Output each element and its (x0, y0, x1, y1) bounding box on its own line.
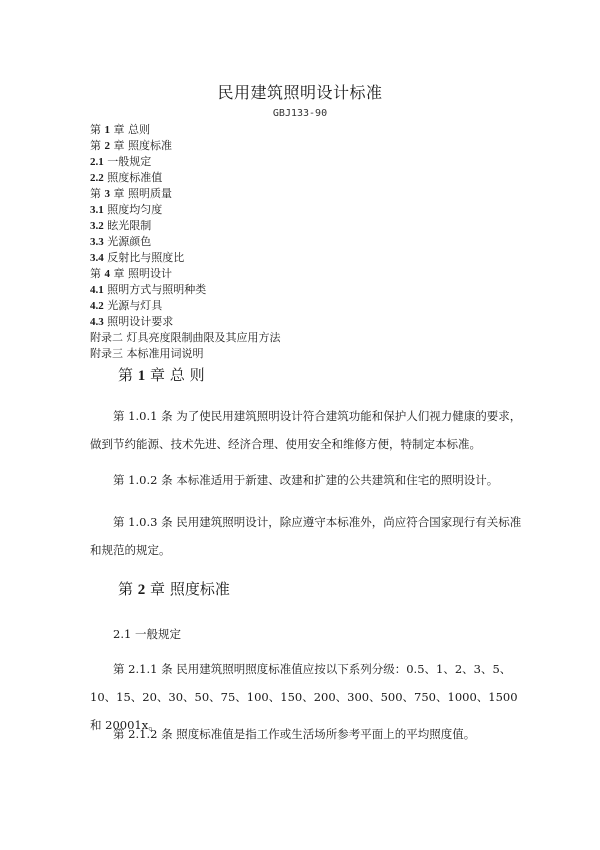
toc-entry-label: 章 照明设计 (110, 267, 172, 280)
toc-entry (90, 122, 510, 138)
toc-entry-label: 章 照明质量 (110, 187, 172, 200)
toc-entry (90, 202, 510, 218)
document-title: 民用建筑照明设计标准 (217, 83, 383, 102)
toc-entry-prefix: 附录二 灯具亮度限制曲限及其应用方法 (90, 331, 281, 344)
toc-entry-number: 4.2 (90, 300, 104, 312)
toc-entry (90, 186, 510, 202)
toc-entry-label: 一般规定 (103, 155, 152, 168)
toc-entry-label: 光源与灯具 (103, 299, 163, 312)
toc-entry (90, 234, 510, 250)
toc-entry-number: 2.1 (90, 156, 104, 168)
toc-entry (90, 266, 510, 282)
clause-1-0-1: 第 1.0.1 条 为了使民用建筑照明设计符合建筑功能和保护人们视力健康的要求，做到节约能源、技术先进、经济合理、使用安全和维修方便，特制定本标准。 (90, 409, 522, 451)
toc-entry-label: 眩光限制 (103, 219, 152, 232)
section-2-1-title: 2.1 一般规定 (113, 627, 181, 641)
toc-entry-number: 3.4 (90, 252, 104, 264)
chapter-1-heading: 第 1 章 总 则 (118, 366, 205, 384)
toc-entry (90, 154, 510, 170)
toc-entry-number: 3.2 (90, 220, 104, 232)
toc-entry-number: 2.2 (90, 172, 104, 184)
toc-entry (90, 282, 510, 298)
clause-2-1-2: 第 2.1.2 条 照度标准值是指工作或生活场所参考平面上的平均照度值。 (113, 727, 476, 741)
toc-entry (90, 314, 510, 330)
toc-entry (90, 298, 510, 314)
table-of-contents (90, 122, 510, 362)
toc-entry-label: 章 总则 (110, 123, 150, 136)
toc-entry-number: 4.3 (90, 316, 104, 328)
toc-entry-prefix: 第 (90, 139, 105, 152)
toc-entry-number: 4.1 (90, 284, 104, 296)
toc-entry-chapter-number: 3 (104, 188, 110, 200)
toc-entry-label: 光源颜色 (103, 235, 152, 248)
toc-entry-chapter-number: 2 (104, 140, 110, 152)
toc-entry-label: 反射比与照度比 (103, 251, 185, 264)
toc-entry-chapter-number: 1 (104, 124, 110, 136)
toc-entry-label: 照度均匀度 (103, 203, 163, 216)
toc-entry-prefix: 第 (90, 123, 105, 136)
toc-entry-prefix: 第 (90, 267, 105, 280)
toc-entry-prefix: 第 (90, 187, 105, 200)
toc-entry (90, 250, 510, 266)
clause-1-0-2: 第 1.0.2 条 本标准适用于新建、改建和扩建的公共建筑和住宅的照明设计。 (113, 473, 499, 487)
toc-entry-label: 照明方式与照明种类 (103, 283, 207, 296)
toc-entry-label: 照明设计要求 (103, 315, 174, 328)
toc-entry-chapter-number: 4 (104, 268, 110, 280)
clause-1-0-3: 第 1.0.3 条 民用建筑照明设计，除应遵守本标准外，尚应符合国家现行有关标准和规范的规定。 (90, 515, 522, 557)
toc-entry-label: 章 照度标准 (110, 139, 172, 152)
toc-entry (90, 218, 510, 234)
standard-code: GBJ133-90 (272, 108, 328, 119)
toc-entry-label: 照度标准值 (103, 171, 163, 184)
toc-entry (90, 170, 510, 186)
toc-entry-number: 3.1 (90, 204, 104, 216)
clause-2-1-1: 第 2.1.1 条 民用建筑照明照度标准值应按以下系列分级：0.5、1、2、3、5、10、15、20、30、50、75、100、150、200、300、500、750、1000、1500 和 20001x。 (90, 662, 518, 732)
toc-entry (90, 138, 510, 154)
chapter-2-heading: 第 2 章 照度标准 (118, 580, 230, 598)
toc-entry (90, 346, 510, 362)
toc-entry-prefix: 附录三 本标准用词说明 (90, 347, 204, 360)
toc-entry (90, 330, 510, 346)
toc-entry-number: 3.3 (90, 236, 104, 248)
